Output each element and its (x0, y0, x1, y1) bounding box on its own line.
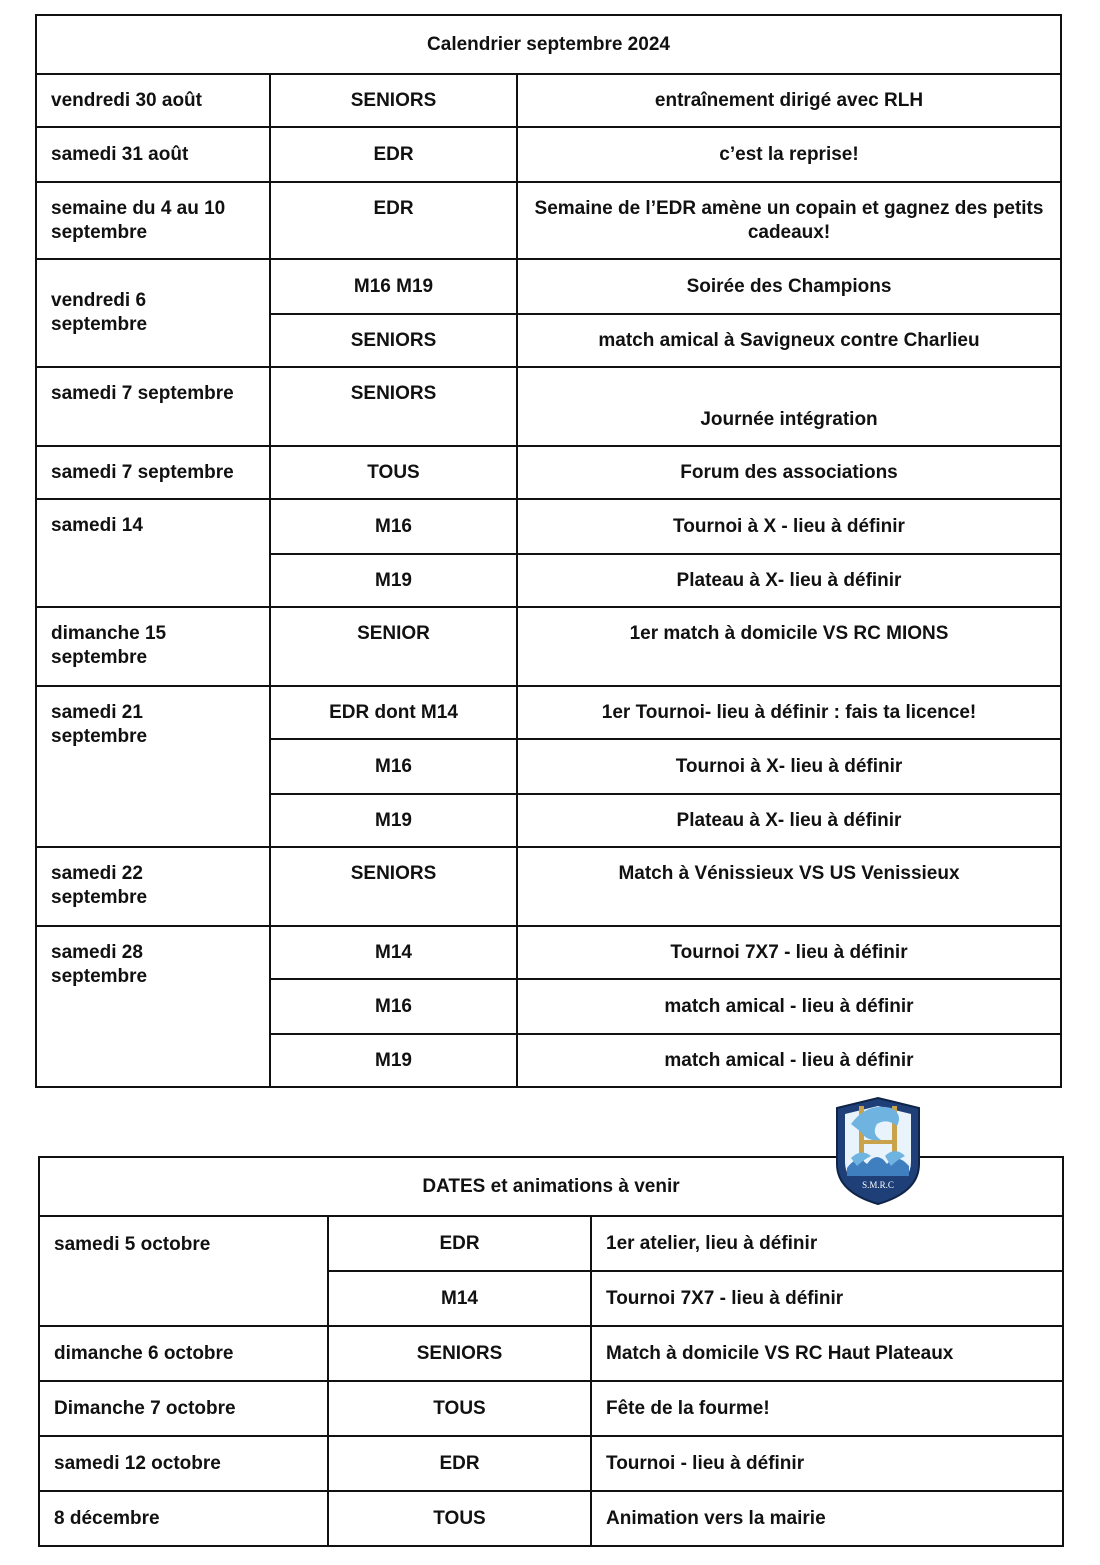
table-header-row (36, 15, 1061, 74)
team-cell: EDR (270, 182, 517, 259)
table-row (39, 1326, 1063, 1381)
event-cell: Tournoi - lieu à définir (591, 1436, 1063, 1491)
date-cell: samedi 5 octobre (39, 1216, 328, 1326)
team-cell: M19 (270, 794, 517, 847)
date-cell: dimanche 15 septembre (36, 607, 270, 686)
event-cell: Tournoi à X- lieu à définir (517, 739, 1061, 794)
team-cell: M14 (328, 1271, 591, 1326)
team-cell: EDR (328, 1436, 591, 1491)
event-cell: 1er Tournoi- lieu à définir : fais ta licence! (517, 686, 1061, 739)
table-row (36, 686, 1061, 739)
date-cell: vendredi 30 août (36, 74, 270, 127)
event-cell: c’est la reprise! (517, 127, 1061, 182)
event-cell: match amical - lieu à définir (517, 979, 1061, 1034)
team-cell: M16 (270, 739, 517, 794)
event-cell: Animation vers la mairie (591, 1491, 1063, 1546)
september-calendar-table (35, 14, 1062, 1088)
team-cell: SENIORS (328, 1326, 591, 1381)
team-cell: TOUS (328, 1491, 591, 1546)
table-row (36, 182, 1061, 259)
team-cell: EDR dont M14 (270, 686, 517, 739)
table-row (36, 926, 1061, 979)
team-cell: EDR (270, 127, 517, 182)
event-cell: entraînement dirigé avec RLH (517, 74, 1061, 127)
date-cell: samedi 7 septembre (36, 367, 270, 446)
date-cell: Dimanche 7 octobre (39, 1381, 328, 1436)
date-cell: samedi 28 septembre (36, 926, 270, 1087)
table-row (36, 259, 1061, 314)
table-row (36, 446, 1061, 499)
team-cell: SENIORS (270, 74, 517, 127)
event-cell: Forum des associations (517, 446, 1061, 499)
team-cell: M16 (270, 499, 517, 554)
event-cell: 1er match à domicile VS RC MIONS (517, 607, 1061, 686)
team-cell: EDR (328, 1216, 591, 1271)
team-cell: TOUS (328, 1381, 591, 1436)
team-cell: M14 (270, 926, 517, 979)
event-cell: Match à Vénissieux VS US Venissieux (517, 847, 1061, 926)
event-cell: Match à domicile VS RC Haut Plateaux (591, 1326, 1063, 1381)
team-cell: SENIOR (270, 607, 517, 686)
team-cell: SENIORS (270, 847, 517, 926)
team-cell: M16 (270, 979, 517, 1034)
team-cell: SENIORS (270, 314, 517, 367)
team-cell: M19 (270, 1034, 517, 1087)
team-cell: TOUS (270, 446, 517, 499)
date-cell: samedi 21 septembre (36, 686, 270, 847)
date-cell: samedi 22 septembre (36, 847, 270, 926)
date-cell: vendredi 6 septembre (36, 259, 270, 367)
event-cell: Tournoi 7X7 - lieu à définir (591, 1271, 1063, 1326)
team-cell: M19 (270, 554, 517, 607)
date-cell: dimanche 6 octobre (39, 1326, 328, 1381)
event-cell: Semaine de l’EDR amène un copain et gagnez des petits cadeaux! (517, 182, 1061, 259)
date-cell: samedi 14 (36, 499, 270, 607)
team-cell: M16 M19 (270, 259, 517, 314)
table-row (39, 1216, 1063, 1271)
table-row (39, 1381, 1063, 1436)
event-cell: Soirée des Champions (517, 259, 1061, 314)
event-cell: 1er atelier, lieu à définir (591, 1216, 1063, 1271)
event-cell: Plateau à X- lieu à définir (517, 794, 1061, 847)
event-cell: Tournoi à X - lieu à définir (517, 499, 1061, 554)
calendar-title: Calendrier septembre 2024 (36, 15, 1061, 74)
event-cell: Plateau à X- lieu à définir (517, 554, 1061, 607)
table-row (36, 367, 1061, 446)
upcoming-events-table (38, 1156, 1064, 1547)
upcoming-title: DATES et animations à venir (39, 1157, 1063, 1216)
event-cell: Fête de la fourme! (591, 1381, 1063, 1436)
table-row (36, 847, 1061, 926)
date-cell: 8 décembre (39, 1491, 328, 1546)
club-crest-text: S.M.R.C (862, 1180, 894, 1190)
table-row (39, 1436, 1063, 1491)
event-cell: Tournoi 7X7 - lieu à définir (517, 926, 1061, 979)
table-row (36, 499, 1061, 554)
table-row (36, 607, 1061, 686)
team-cell: SENIORS (270, 367, 517, 446)
date-cell: samedi 31 août (36, 127, 270, 182)
event-cell: match amical - lieu à définir (517, 1034, 1061, 1087)
table-row (39, 1491, 1063, 1546)
date-cell: samedi 7 septembre (36, 446, 270, 499)
club-crest-icon (833, 1094, 923, 1206)
table-row (36, 127, 1061, 182)
date-cell: samedi 12 octobre (39, 1436, 328, 1491)
event-cell: match amical à Savigneux contre Charlieu (517, 314, 1061, 367)
event-cell: Journée intégration (517, 367, 1061, 446)
table-row (36, 74, 1061, 127)
date-cell: semaine du 4 au 10 septembre (36, 182, 270, 259)
